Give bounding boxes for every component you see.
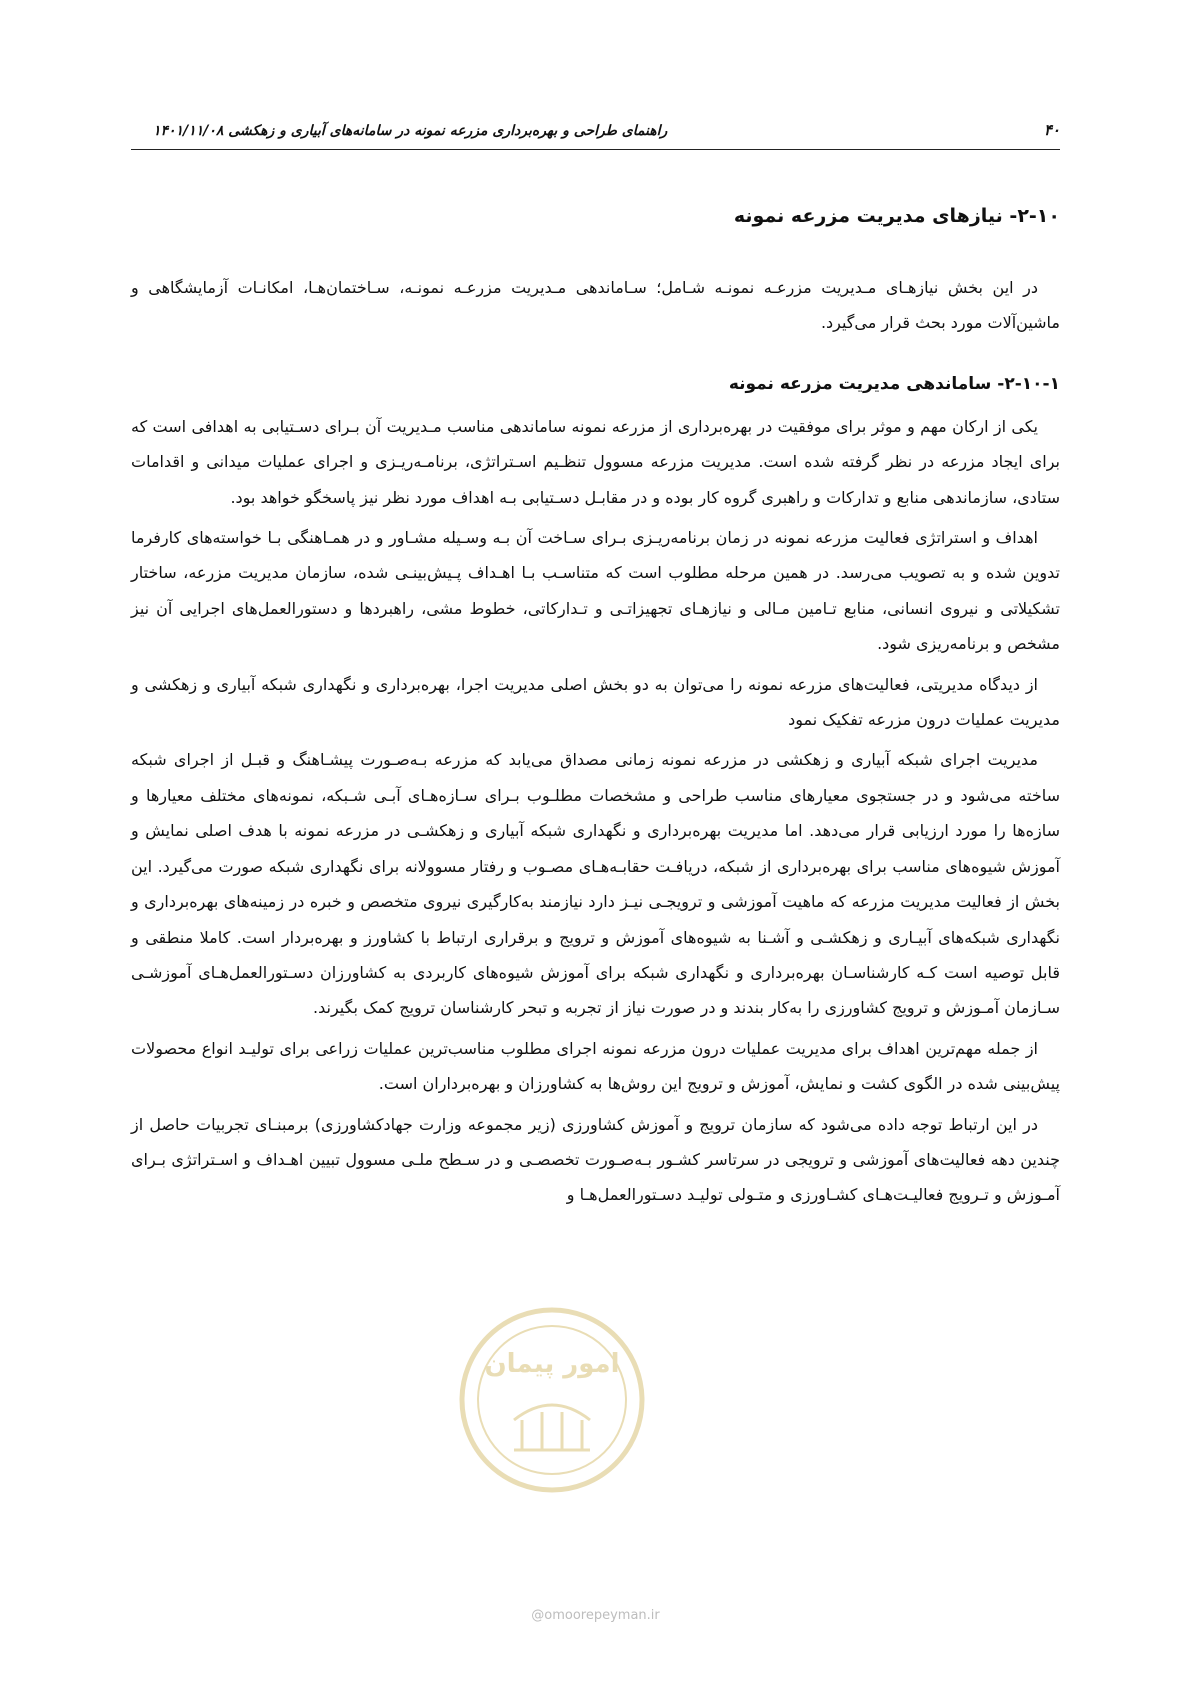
body-paragraph: از جمله مهم‌ترین اهداف برای مدیریت عملیات درون مزرعه نمونه اجرای مطلوب مناسب‌ترین عملیات زراعی برای تولیـد انواع محصولات پیش‌بینی شده در الگوی کشت و نمایش، آموزش و ترویج این روش‌ها به کشاورزان و بهره‌برداران است.: [131, 1038, 1060, 1094]
watermark-logo-text: امور پیمان: [484, 1349, 620, 1379]
body-paragraph: از دیدگاه مدیریتی، فعالیت‌های مزرعه نمونه را می‌توان به دو بخش اصلی مدیریت اجرا، بهره‌برداری و نگهداری شبکه آبیاری و زهکشی و مدیریت عملیات درون مزرعه تفکیک نمود: [131, 674, 1060, 730]
page-number: ۴۰: [1043, 121, 1060, 139]
running-title: راهنمای طراحی و بهره‌برداری مزرعه نمونه در سامانه‌های آبیاری و زهکشی: [228, 123, 668, 139]
body-paragraph: در این ارتباط توجه داده می‌شود که سازمان ترویج و آموزش کشاورزی (زیر مجموعه وزارت جهادکشاورزی) برمبنـای تجربیات حاصل از چندین دهه فعالیت‌های آموزشی و ترویجی در سرتاسر کشـور بـه‌صـورت تخصصـی و در سـطح ملـی مسوول تبیین اهـداف و اسـتراتژی بـرای آمـوزش و تـرویج فعالیـت‌هـای کشـاورزی و متـولی تولیـد دسـتورالعمل‌هـا و: [131, 1114, 1060, 1205]
running-date: ۱۴۰۱/۱۱/۰۸: [153, 123, 224, 139]
body-paragraph: یکی از ارکان مهم و موثر برای موفقیت در بهره‌برداری از مزرعه نمونه ساماندهی مناسب مـدیریت آن بـرای دسـتیابی به اهدافی است که برای ایجاد مزرعه در نظر گرفته شده است. مدیریت مزرعه مسوول تنظـیم اسـتراتژی، برنامـه‌ریـزی و اجرای عملیات میدانی و اقدامات ستادی، سازماندهی منابع و تدارکات و راهبری گروه کار بوده و در مقابـل دسـتیابی بـه اهداف مورد نظر نیز پاسخگو خواهد بود.: [131, 416, 1060, 507]
subsection-title: ۲-۱۰-۱- ساماندهی مدیریت مزرعه نمونه: [728, 373, 1060, 394]
running-header: [131, 115, 1060, 150]
watermark-seal-logo: [452, 1300, 652, 1500]
page-content: [131, 198, 1060, 1218]
body-paragraph: مدیریت اجرای شبکه آبیاری و زهکشی در مزرعه نمونه زمانی مصداق می‌یابد که مزرعه بـه‌صـورت پیشـاهنگ و قبـل از اجرای شبکه ساخته می‌شود و در جستجوی معیارهای مناسب طراحی و مشخصات مطلـوب بـرای سـازه‌هـای آبـی شـبکه، نمونه‌های مختلف معیارها و سازه‌ها را مورد ارزیابی قرار می‌دهد. اما مدیریت بهره‌برداری و نگهداری شبکه آبیاری و زهکشـی در مزرعه نمونه با هدف اصلی نمایش و آموزش شیوه‌های مناسب برای بهره‌برداری از شبکه، دریافـت حقابـه‌هـای مصـوب و رفتار مسوولانه برای نگهداری شبکه صورت می‌گیرد. این بخش از فعالیت مدیریت مزرعه که ماهیت آموزشی و ترویجـی نیـز دارد نیازمند به‌کارگیری نیروی متخصص و خبره در زمینه‌های بهره‌برداری و نگهداری شبکه‌های آبیـاری و زهکشـی و آشـنا به شیوه‌های آموزش و ترویج و برقراری ارتباط با کشاورز و بهره‌بردار است. کاملا منطقی و قابل توصیه است کـه کارشناسـان بهره‌برداری و نگهداری شبکه برای آموزش شیوه‌های کاربردی به کشاورزان دسـتورالعمل‌هـای آموزشـی سـازمان آمـوزش و ترویج کشاورزی را به‌کار بندند و در صورت نیاز از تجربه و تبحر کارشناسان ترویج کمک بگیرند.: [131, 750, 1060, 1018]
section-intro-paragraph: در این بخش نیازهـای مـدیریت مزرعـه نمونـه شـامل؛ سـاماندهی مـدیریت مزرعـه نمونـه، سـاختمان‌هـا، امکانـات آزمایشگاهی و ماشین‌آلات مورد بحث قرار می‌گیرد.: [131, 278, 1060, 333]
body-paragraph: اهداف و استراتژی فعالیت مزرعه نمونه در زمان برنامه‌ریـزی بـرای سـاخت آن بـه وسـیله مشـاور و در همـاهنگی بـا خواسته‌های کارفرما تدوین شده و به تصویب می‌رسد. در همین مرحله مطلوب است که متناسـب بـا اهـداف پـیش‌بینـی شده، سازمان مدیریت مزرعه، ساختار تشکیلاتی و نیروی انسانی، منابع تـامین مـالی و نیازهـای تجهیزاتـی و تـدارکاتی، خطوط مشی، راهبردها و دستورالعمل‌های اجرایی آن نیز مشخص و برنامه‌ریزی شود.: [131, 528, 1060, 654]
watermark-url: @omoorepeyman.ir: [531, 1608, 660, 1623]
running-title-line: [131, 123, 667, 139]
section-title: ۲-۱۰- نیازهای مدیریت مزرعه نمونه: [733, 205, 1060, 227]
